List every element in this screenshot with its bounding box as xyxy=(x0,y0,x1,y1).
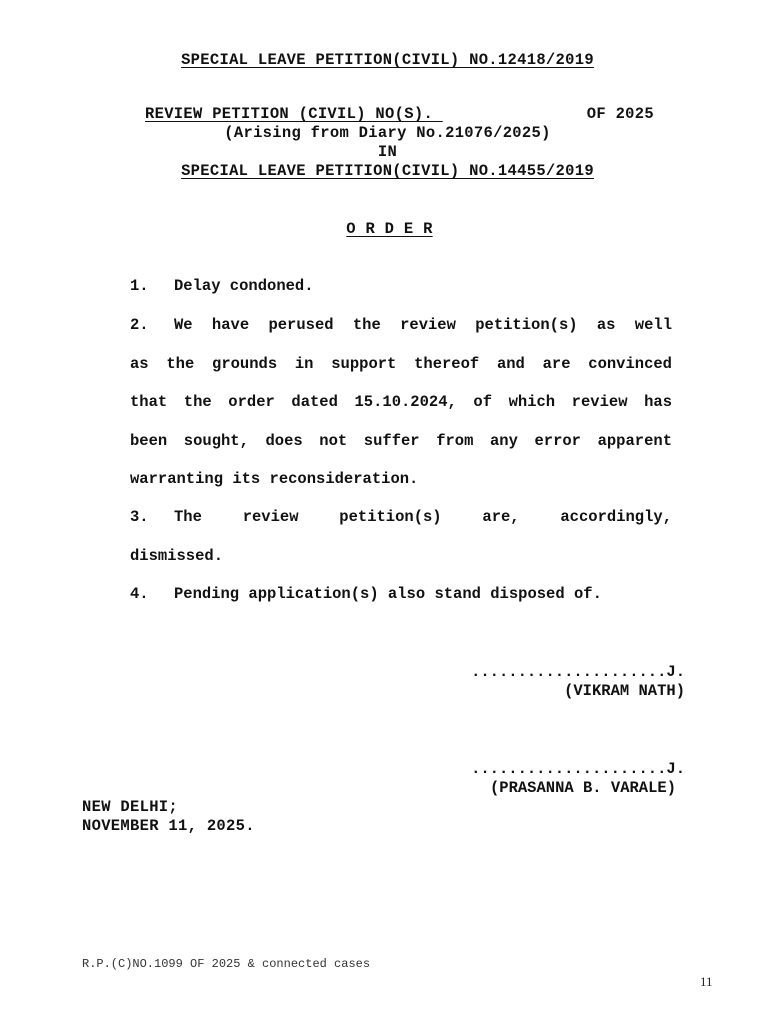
paragraph-text: Delay condoned. xyxy=(174,277,314,295)
paragraph-number: 1. xyxy=(130,277,149,295)
arising-from-line: (Arising from Diary No.21076/2025) xyxy=(224,124,551,142)
place: NEW DELHI; xyxy=(82,798,179,816)
paragraph-number: 4. xyxy=(130,585,149,603)
paragraph-line: as the grounds in support thereof and are convinced xyxy=(130,354,672,373)
date: NOVEMBER 11, 2025. xyxy=(82,817,255,835)
in-line: IN xyxy=(377,143,398,161)
paragraph-number: 3. xyxy=(130,508,149,526)
signature-block-2 xyxy=(440,760,685,798)
order-paragraph-2 xyxy=(130,306,672,499)
review-petition-left: REVIEW PETITION (CIVIL) NO(S). xyxy=(145,105,434,123)
paragraph-text: Pending application(s) also stand disposed of. xyxy=(174,585,602,603)
slp-secondary-heading: SPECIAL LEAVE PETITION(CIVIL) NO.14455/2019 xyxy=(181,162,594,180)
order-paragraph-3 xyxy=(130,498,672,575)
paragraph-line: warranting its reconsideration. xyxy=(130,470,419,488)
judge-name: (PRASANNA B. VARALE) xyxy=(489,779,676,797)
slp-primary-heading: SPECIAL LEAVE PETITION(CIVIL) NO.12418/2019 xyxy=(181,51,594,69)
page-number: 11 xyxy=(700,974,713,989)
paragraph-line: that the order dated 15.10.2024, of which review has xyxy=(130,393,672,411)
paragraph-line: been sought, does not suffer from any error apparent xyxy=(130,431,672,450)
review-petition-year: OF 2025 xyxy=(586,105,654,123)
footer-case-reference: R.P.(C)NO.1099 OF 2025 & connected cases xyxy=(82,957,371,971)
paragraph-number: 2. xyxy=(130,316,149,334)
order-paragraph-1 xyxy=(130,267,672,306)
order-paragraph-4 xyxy=(130,575,672,614)
review-petition-heading xyxy=(145,105,654,123)
signature-line: .....................J. xyxy=(471,760,685,778)
paragraph-line: dismissed. xyxy=(130,546,224,565)
judge-name: (VIKRAM NATH) xyxy=(564,682,685,700)
signature-line: .....................J. xyxy=(471,663,685,681)
order-title: O R D E R xyxy=(346,220,433,238)
paragraph-line: The review petition(s) are, accordingly, xyxy=(174,508,672,526)
paragraph-line: We have perused the review petition(s) as well xyxy=(174,316,672,334)
signature-block-1 xyxy=(440,663,685,701)
